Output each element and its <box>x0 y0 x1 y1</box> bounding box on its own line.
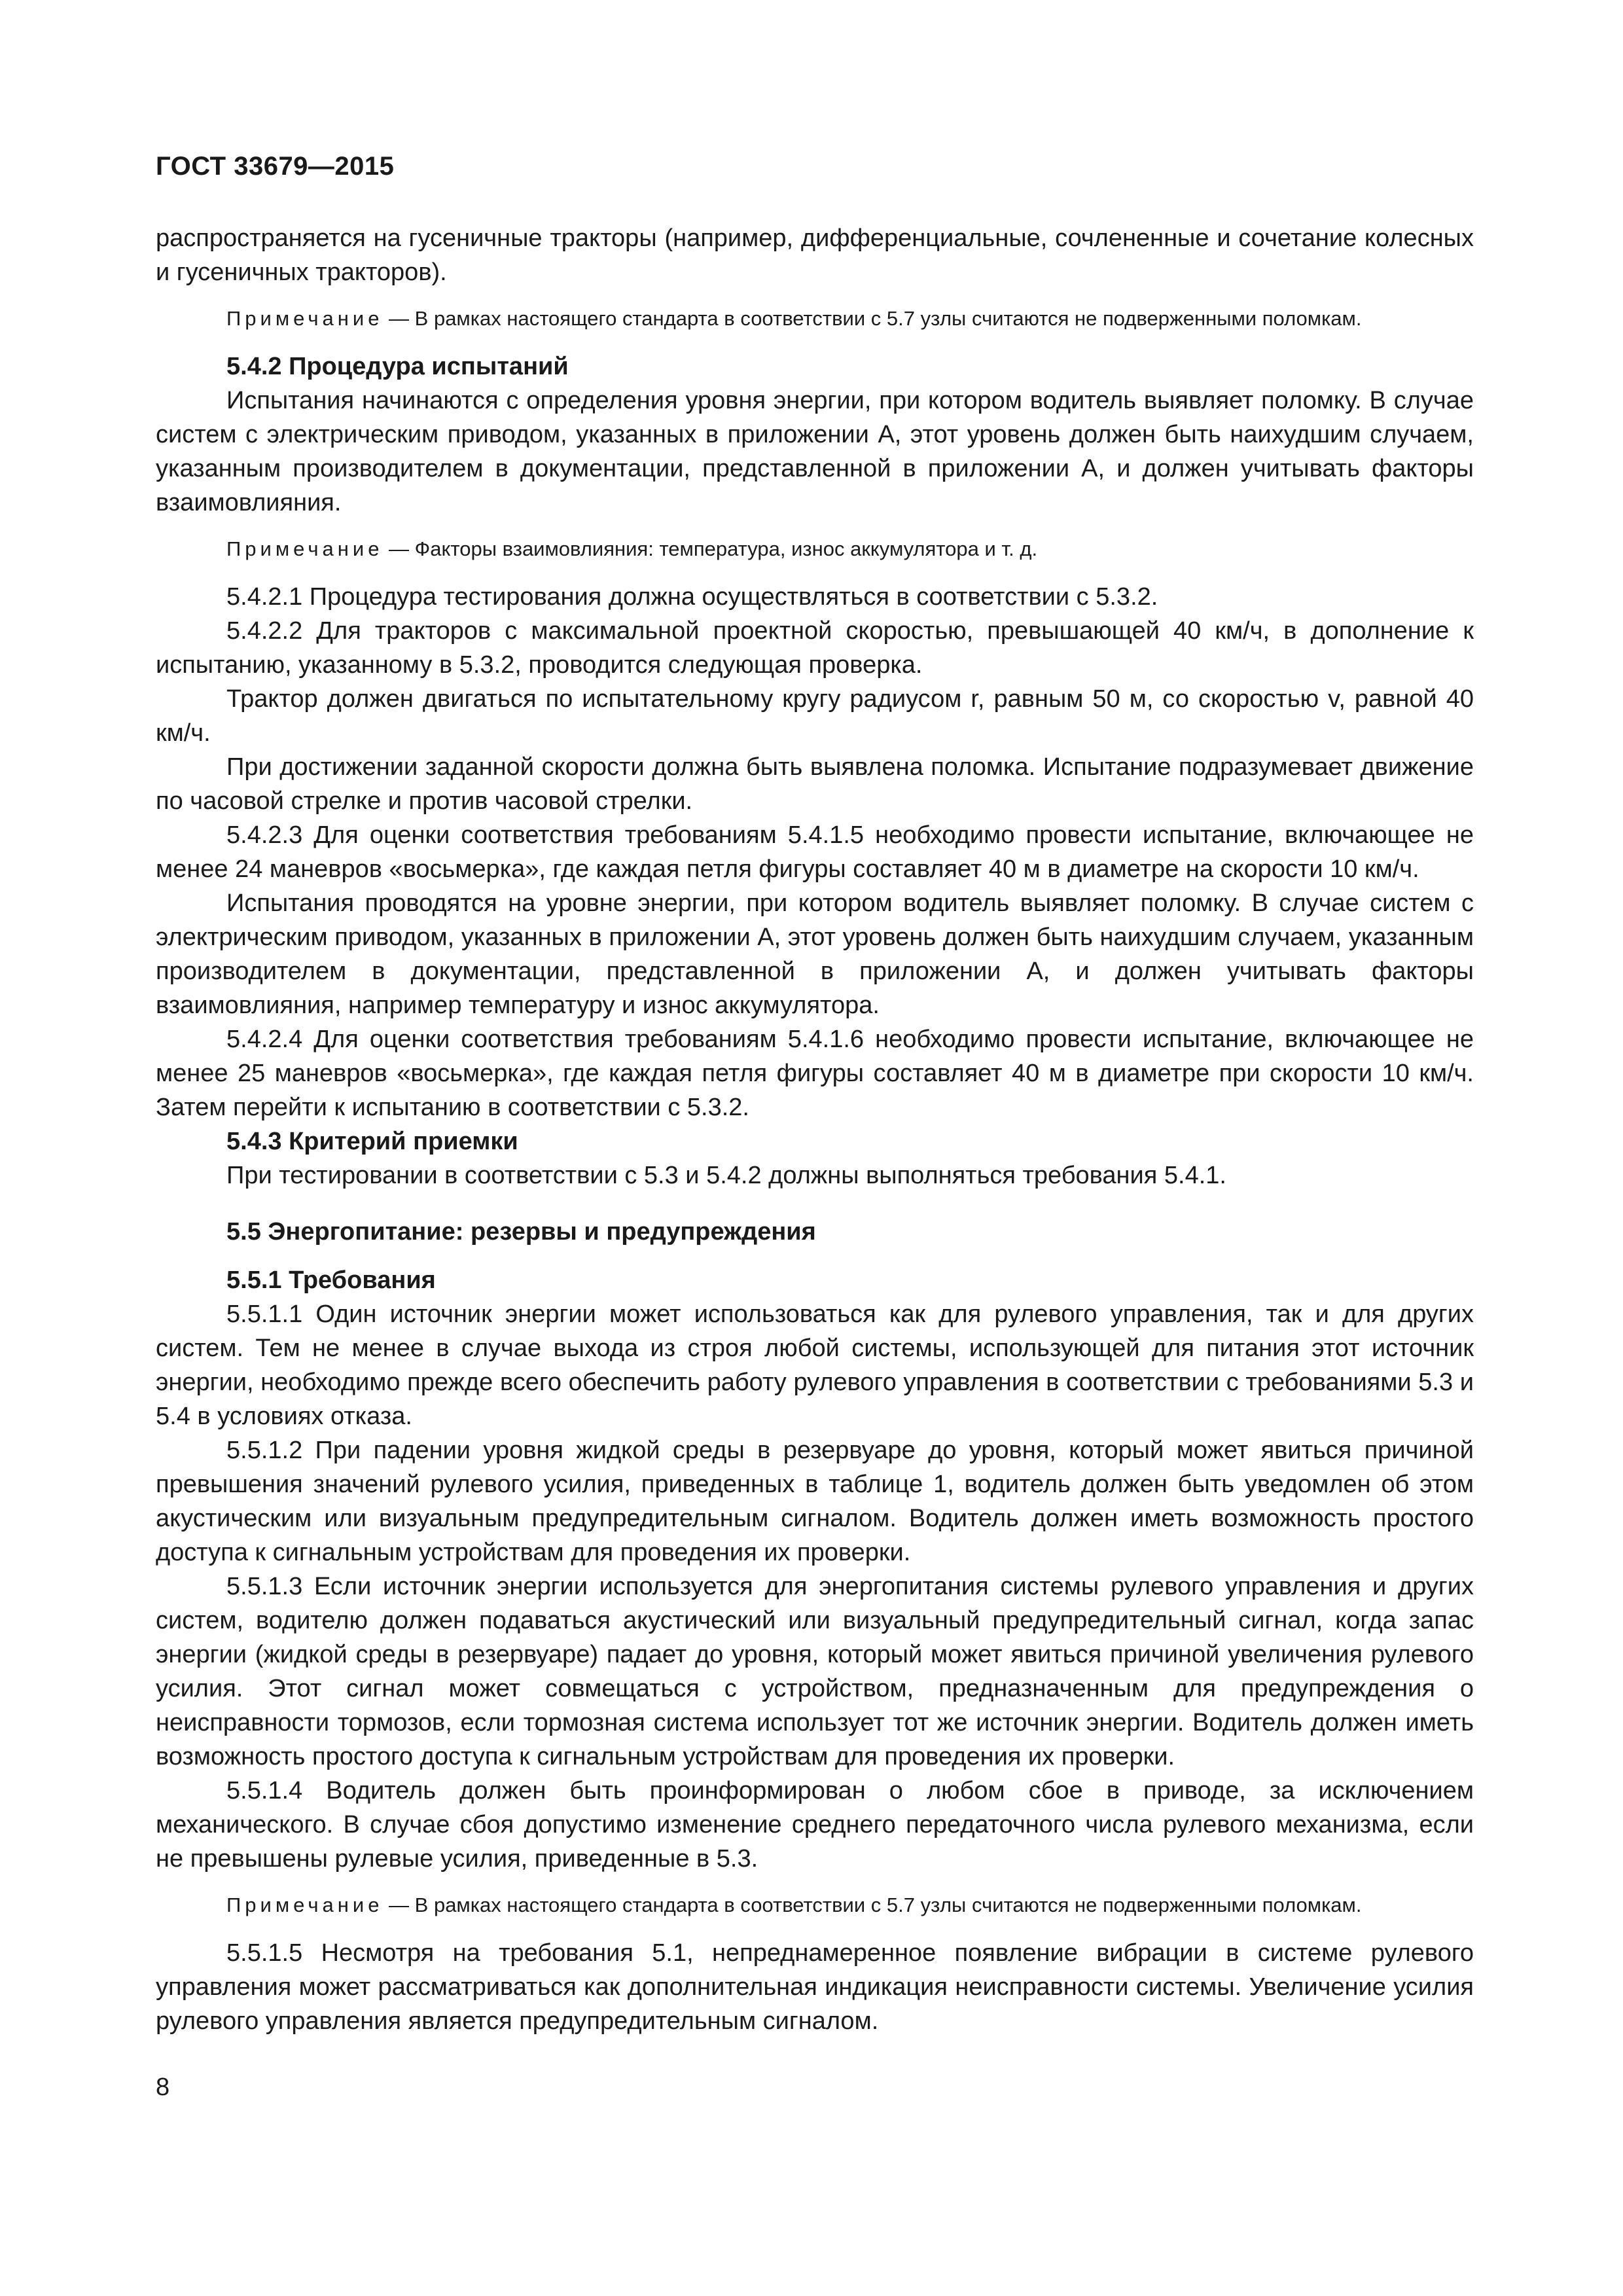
note-label: Примечание <box>226 307 383 330</box>
note <box>156 304 1474 334</box>
paragraph: Испытания начинаются с определения уровня энергии, при котором водитель выявляет поломку. В случае систем с электрическим приводом, указанных в приложении А, этот уровень должен быть наихудшим случаем, указанным производителем в документации, представленной в приложении А, и должен учитывать факторы взаимовлияния. <box>156 387 1474 516</box>
paragraph: 5.4.2.3 Для оценки соответствия требованиям 5.4.1.5 необходимо провести испытание, включающее не менее 24 маневров «восьмерка», где каждая петля фигуры составляет 40 м в диаметре на скорости 10 км/ч. <box>156 821 1474 883</box>
note <box>156 1890 1474 1920</box>
paragraph: Трактор должен двигаться по испытательному кругу радиусом r, равным 50 м, со скоростью v, равной 40 км/ч. <box>156 685 1474 747</box>
paragraph: 5.5.1.1 Один источник энергии может использоваться как для рулевого управления, так и для других систем. Тем не менее в случае выхода из строя любой системы, использующей для питания этот источник энергии, необходимо прежде всего обеспечить работу рулевого управления в соответствии с требованиями 5.3 и 5.4 в условиях отказа. <box>156 1300 1474 1430</box>
note-label: Примечание <box>226 1893 383 1916</box>
paragraph: При достижении заданной скорости должна быть выявлена поломка. Испытание подразумевает движение по часовой стрелке и против часовой стрелки. <box>156 753 1474 815</box>
paragraph: 5.5.1.4 Водитель должен быть проинформирован о любом сбое в приводе, за исключением механического. В случае сбоя допустимо изменение среднего передаточного числа рулевого механизма, если не превышены рулевые усилия, приведенные в 5.3. <box>156 1777 1474 1873</box>
paragraph: Испытания проводятся на уровне энергии, при котором водитель выявляет поломку. В случае систем с электрическим приводом, указанных в приложении А, этот уровень должен быть наихудшим случаем, указанным производителем в документации, представленной в приложении А, и должен учитывать факторы взаимовлияния, например температуру и износ аккумулятора. <box>156 889 1474 1019</box>
paragraph: 5.4.2.4 Для оценки соответствия требованиям 5.4.1.6 необходимо провести испытание, включающее не менее 25 маневров «восьмерка», где каждая петля фигуры составляет 40 м в диаметре при скорости 10 км/ч. Затем перейти к испытанию в соответствии с 5.3.2. <box>156 1026 1474 1121</box>
note-text: — Факторы взаимовлияния: температура, износ аккумулятора и т. д. <box>383 537 1038 560</box>
paragraph: 5.5.1.3 Если источник энергии используется для энергопитания системы рулевого управления и других систем, водителю должен подаваться акустический или визуальный предупредительный сигнал, когда запас энергии (жидкой среды в резервуаре) падает до уровня, который может явиться причиной увеличения рулевого усилия. Этот сигнал может совмещаться с устройством, предназначенным для предупреждения о неисправности тормозов, если тормозная система использует тот же источник энергии. Водитель должен иметь возможность простого доступа к сигнальным устройствам для проведения их проверки. <box>156 1573 1474 1770</box>
section-heading: 5.5 Энергопитание: резервы и предупреждения <box>226 1218 816 1246</box>
section-heading: 5.5.1 Требования <box>226 1266 436 1294</box>
document-header: ГОСТ 33679—2015 <box>156 152 395 181</box>
paragraph: 5.5.1.2 При падении уровня жидкой среды в резервуаре до уровня, который может явиться причиной превышения значений рулевого усилия, приведенных в таблице 1, водитель должен быть уведомлен об этом акустическим или визуальным предупредительным сигналом. Водитель должен иметь возможность простого доступа к сигнальным устройствам для проведения их проверки. <box>156 1437 1474 1566</box>
paragraph: 5.5.1.5 Несмотря на требования 5.1, непреднамеренное появление вибрации в системе рулевого управления может рассматриваться как дополнительная индикация неисправности системы. Увеличение усилия рулевого управления является предупредительным сигналом. <box>156 1939 1474 2035</box>
document-body <box>156 221 1474 2038</box>
note-text: — В рамках настоящего стандарта в соответствии с 5.7 узлы считаются не подверженными поломкам. <box>383 307 1362 330</box>
paragraph: 5.4.2.2 Для тракторов с максимальной проектной скоростью, превышающей 40 км/ч, в дополнение к испытанию, указанному в 5.3.2, проводится следующая проверка. <box>156 617 1474 679</box>
note <box>156 534 1474 564</box>
paragraph: 5.4.2.1 Процедура тестирования должна осуществляться в соответствии с 5.3.2. <box>226 583 1158 611</box>
section-heading: 5.4.2 Процедура испытаний <box>226 353 569 380</box>
page-number: 8 <box>156 2073 170 2101</box>
note-text: — В рамках настоящего стандарта в соответствии с 5.7 узлы считаются не подверженными поломкам. <box>383 1893 1362 1916</box>
note-label: Примечание <box>226 537 383 560</box>
section-heading: 5.4.3 Критерий приемки <box>226 1128 518 1155</box>
paragraph: распространяется на гусеничные тракторы (например, дифференциальные, сочлененные и сочетание колесных и гусеничных тракторов). <box>156 224 1474 286</box>
paragraph: При тестировании в соответствии с 5.3 и 5.4.2 должны выполняться требования 5.4.1. <box>226 1162 1226 1189</box>
